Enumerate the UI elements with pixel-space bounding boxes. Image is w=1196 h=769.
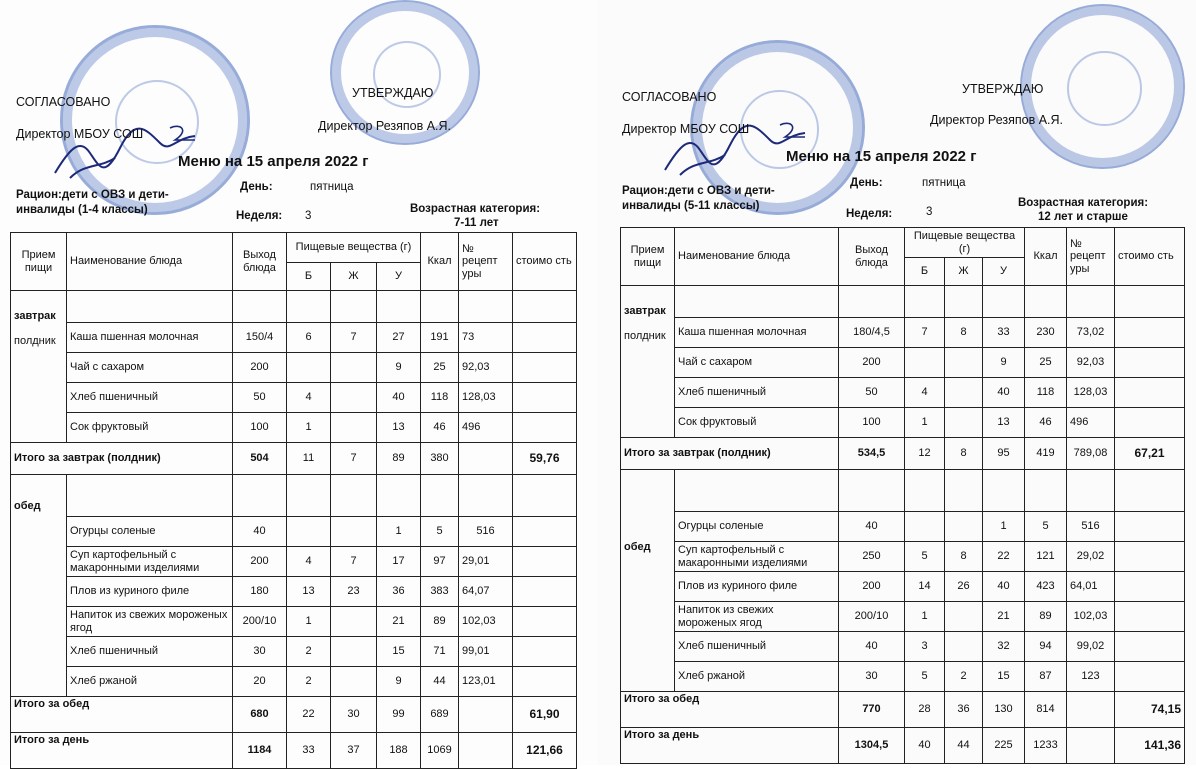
dish-yield: 40 bbox=[839, 512, 905, 542]
dish-name: Напиток из свежих мороженых ягод bbox=[675, 602, 839, 632]
dish-kcal: 383 bbox=[421, 577, 459, 607]
dish-recipe: 496 bbox=[459, 413, 513, 443]
dish-protein bbox=[905, 512, 945, 542]
total-protein: 28 bbox=[905, 692, 945, 728]
dish-fat: 8 bbox=[945, 542, 983, 572]
week-value: 3 bbox=[926, 206, 933, 218]
day-total-label: Итого за день bbox=[11, 733, 233, 769]
dish-name: Сок фруктовый bbox=[67, 413, 233, 443]
dish-name: Сок фруктовый bbox=[675, 408, 839, 438]
dish-protein: 3 bbox=[905, 632, 945, 662]
table-row bbox=[621, 602, 1185, 632]
dish-protein: 4 bbox=[287, 547, 331, 577]
total-fat: 8 bbox=[945, 438, 983, 470]
dish-kcal: 121 bbox=[1025, 542, 1067, 572]
dish-fat bbox=[331, 517, 377, 547]
total-recipe: 789,08 bbox=[1067, 438, 1115, 470]
day-label: День: bbox=[240, 181, 273, 193]
director-stamp-icon bbox=[1020, 4, 1185, 169]
dish-carbs: 15 bbox=[377, 637, 421, 667]
total-yield: 770 bbox=[839, 692, 905, 728]
dish-fat bbox=[331, 383, 377, 413]
dish-protein bbox=[287, 353, 331, 383]
menu-document-left bbox=[0, 0, 598, 765]
dish-yield: 200 bbox=[233, 353, 287, 383]
dish-kcal: 89 bbox=[421, 607, 459, 637]
dish-protein bbox=[905, 348, 945, 378]
dish-name: Огурцы соленые bbox=[67, 517, 233, 547]
col-meal-header: Прием пищи bbox=[621, 228, 675, 286]
dish-name: Хлеб ржаной bbox=[675, 662, 839, 692]
col-dish-header: Наименование блюда bbox=[675, 228, 839, 286]
dish-carbs: 21 bbox=[377, 607, 421, 637]
dish-yield: 40 bbox=[233, 517, 287, 547]
meal-lunch-label: обед bbox=[14, 500, 41, 512]
dish-fat: 8 bbox=[945, 318, 983, 348]
dish-carbs: 1 bbox=[377, 517, 421, 547]
dish-fat bbox=[331, 637, 377, 667]
dish-name: Плов из куриного филе bbox=[675, 572, 839, 602]
meal-lunch-cell bbox=[621, 470, 675, 692]
dish-fat bbox=[945, 512, 983, 542]
dish-kcal: 87 bbox=[1025, 662, 1067, 692]
dish-protein: 1 bbox=[905, 602, 945, 632]
dish-carbs: 22 bbox=[983, 542, 1025, 572]
table-row bbox=[621, 378, 1185, 408]
total-carbs: 99 bbox=[377, 697, 421, 733]
day-total-row bbox=[621, 728, 1185, 764]
col-zh-header: Ж bbox=[331, 263, 377, 291]
dish-carbs: 27 bbox=[377, 323, 421, 353]
dish-recipe: 123,01 bbox=[459, 667, 513, 697]
menu-title: Меню на 15 апреля 2022 г bbox=[178, 153, 369, 170]
table-row bbox=[11, 517, 577, 547]
col-recipe-header: № рецепт уры bbox=[459, 233, 513, 291]
total-yield: 534,5 bbox=[839, 438, 905, 470]
total-protein: 40 bbox=[905, 728, 945, 764]
dish-recipe: 29,01 bbox=[459, 547, 513, 577]
total-carbs: 188 bbox=[377, 733, 421, 769]
dish-kcal: 46 bbox=[1025, 408, 1067, 438]
dish-protein: 1 bbox=[287, 607, 331, 637]
dish-fat: 23 bbox=[331, 577, 377, 607]
dish-kcal: 118 bbox=[1025, 378, 1067, 408]
dish-protein: 2 bbox=[287, 637, 331, 667]
dish-recipe: 128,03 bbox=[1067, 378, 1115, 408]
dish-recipe: 123 bbox=[1067, 662, 1115, 692]
col-b-header: Б bbox=[287, 263, 331, 291]
dish-protein: 6 bbox=[287, 323, 331, 353]
dish-fat bbox=[331, 353, 377, 383]
total-protein: 22 bbox=[287, 697, 331, 733]
meal-snack-label: полдник bbox=[14, 334, 56, 347]
dish-fat bbox=[331, 667, 377, 697]
total-carbs: 95 bbox=[983, 438, 1025, 470]
dish-recipe: 64,07 bbox=[459, 577, 513, 607]
table-row bbox=[621, 542, 1185, 572]
total-yield: 680 bbox=[233, 697, 287, 733]
day-label: День: bbox=[850, 177, 883, 189]
table-row bbox=[11, 667, 577, 697]
dish-kcal: 44 bbox=[421, 667, 459, 697]
table-row bbox=[621, 572, 1185, 602]
total-cost: 74,15 bbox=[1115, 692, 1185, 728]
dish-carbs: 40 bbox=[983, 378, 1025, 408]
dish-yield: 200 bbox=[233, 547, 287, 577]
total-cost: 67,21 bbox=[1115, 438, 1185, 470]
total-kcal: 380 bbox=[421, 443, 459, 475]
col-nutrients-header: Пищевые вещества (г) bbox=[287, 233, 421, 263]
table-row bbox=[621, 348, 1185, 378]
dish-name: Чай с сахаром bbox=[675, 348, 839, 378]
approve-label: УТВЕРЖДАЮ bbox=[962, 82, 1044, 96]
dish-recipe: 92,03 bbox=[1067, 348, 1115, 378]
day-value: пятница bbox=[310, 181, 354, 193]
age-category-value: 12 лет и старше bbox=[1038, 211, 1128, 223]
dish-recipe: 29,02 bbox=[1067, 542, 1115, 572]
ration-line-2: инвалиды (5-11 классы) bbox=[622, 200, 760, 212]
lunch-total-row bbox=[621, 692, 1185, 728]
total-kcal: 689 bbox=[421, 697, 459, 733]
dish-protein: 4 bbox=[905, 378, 945, 408]
dish-protein: 1 bbox=[287, 413, 331, 443]
dish-kcal: 118 bbox=[421, 383, 459, 413]
lunch-total-label: Итого за обед bbox=[11, 697, 233, 733]
dish-kcal: 25 bbox=[1025, 348, 1067, 378]
dish-yield: 250 bbox=[839, 542, 905, 572]
dish-name: Напиток из свежих мороженых ягод bbox=[67, 607, 233, 637]
dish-protein: 5 bbox=[905, 542, 945, 572]
total-cost: 121,66 bbox=[513, 733, 577, 769]
total-kcal: 814 bbox=[1025, 692, 1067, 728]
table-row bbox=[621, 512, 1185, 542]
meal-snack-label: полдник bbox=[624, 329, 666, 342]
dish-fat: 26 bbox=[945, 572, 983, 602]
menu-table bbox=[620, 227, 1185, 764]
total-protein: 12 bbox=[905, 438, 945, 470]
total-carbs: 89 bbox=[377, 443, 421, 475]
dish-carbs: 1 bbox=[983, 512, 1025, 542]
dish-carbs: 36 bbox=[377, 577, 421, 607]
dish-yield: 200 bbox=[839, 572, 905, 602]
approve-label: УТВЕРЖДАЮ bbox=[352, 86, 434, 100]
dish-fat bbox=[945, 348, 983, 378]
total-yield: 1304,5 bbox=[839, 728, 905, 764]
dish-carbs: 9 bbox=[983, 348, 1025, 378]
table-row bbox=[11, 547, 577, 577]
age-category-label: Возрастная категория: bbox=[1018, 197, 1149, 209]
meal-breakfast-label: завтрак bbox=[624, 305, 666, 317]
director-school-label: Директор МБОУ СОШ bbox=[622, 122, 750, 136]
dish-fat: 2 bbox=[945, 662, 983, 692]
table-row bbox=[621, 318, 1185, 348]
col-nutrients-header: Пищевые вещества (г) bbox=[905, 228, 1025, 258]
total-yield: 504 bbox=[233, 443, 287, 475]
total-fat: 36 bbox=[945, 692, 983, 728]
col-recipe-header: № рецепт уры bbox=[1067, 228, 1115, 286]
dish-fat bbox=[331, 607, 377, 637]
total-cost: 61,90 bbox=[513, 697, 577, 733]
dish-kcal: 71 bbox=[421, 637, 459, 667]
age-category-value: 7-11 лет bbox=[454, 217, 499, 229]
lunch-total-label: Итого за обед bbox=[621, 692, 839, 728]
dish-recipe: 73 bbox=[459, 323, 513, 353]
week-label: Неделя: bbox=[846, 208, 893, 220]
dish-yield: 180/4,5 bbox=[839, 318, 905, 348]
col-cost-header: стоимо сть bbox=[513, 233, 577, 291]
col-kcal-header: Ккал bbox=[1025, 228, 1067, 286]
col-yield-header: Выход блюда bbox=[233, 233, 287, 291]
dish-carbs: 40 bbox=[983, 572, 1025, 602]
col-yield-header: Выход блюда bbox=[839, 228, 905, 286]
dish-yield: 20 bbox=[233, 667, 287, 697]
dish-yield: 150/4 bbox=[233, 323, 287, 353]
menu-title: Меню на 15 апреля 2022 г bbox=[786, 148, 977, 165]
dish-name: Плов из куриного филе bbox=[67, 577, 233, 607]
dish-yield: 50 bbox=[839, 378, 905, 408]
dish-protein: 4 bbox=[287, 383, 331, 413]
dish-yield: 30 bbox=[839, 662, 905, 692]
dish-carbs: 13 bbox=[377, 413, 421, 443]
dish-yield: 100 bbox=[839, 408, 905, 438]
dish-name: Суп картофельный с макаронными изделиями bbox=[67, 547, 233, 577]
dish-recipe: 516 bbox=[459, 517, 513, 547]
age-category-label: Возрастная категория: bbox=[410, 203, 541, 215]
director-name-label: Директор Резяпов А.Я. bbox=[930, 113, 1064, 127]
director-name-label: Директор Резяпов А.Я. bbox=[318, 119, 452, 133]
breakfast-total-label: Итого за завтрак (полдник) bbox=[621, 438, 839, 470]
dish-protein: 13 bbox=[287, 577, 331, 607]
dish-carbs: 15 bbox=[983, 662, 1025, 692]
breakfast-total-row bbox=[11, 443, 577, 475]
meal-breakfast-label: завтрак bbox=[14, 310, 56, 322]
dish-name: Хлеб пшеничный bbox=[675, 632, 839, 662]
dish-kcal: 423 bbox=[1025, 572, 1067, 602]
dish-protein: 1 bbox=[905, 408, 945, 438]
total-yield: 1184 bbox=[233, 733, 287, 769]
dish-carbs: 33 bbox=[983, 318, 1025, 348]
dish-yield: 200/10 bbox=[839, 602, 905, 632]
dish-name: Суп картофельный с макаронными изделиями bbox=[675, 542, 839, 572]
dish-carbs: 9 bbox=[377, 667, 421, 697]
dish-carbs: 21 bbox=[983, 602, 1025, 632]
dish-kcal: 25 bbox=[421, 353, 459, 383]
dish-fat bbox=[945, 602, 983, 632]
meal-breakfast-cell bbox=[621, 286, 675, 438]
dish-carbs: 17 bbox=[377, 547, 421, 577]
dish-carbs: 9 bbox=[377, 353, 421, 383]
dish-yield: 100 bbox=[233, 413, 287, 443]
day-value: пятница bbox=[922, 177, 966, 189]
ration-line-1: Рацион:дети с ОВЗ и дети- bbox=[622, 185, 775, 197]
dish-kcal: 230 bbox=[1025, 318, 1067, 348]
dish-name: Каша пшенная молочная bbox=[67, 323, 233, 353]
dish-recipe: 516 bbox=[1067, 512, 1115, 542]
menu-document-right bbox=[598, 0, 1196, 765]
dish-kcal: 5 bbox=[1025, 512, 1067, 542]
dish-name: Хлеб пшеничный bbox=[675, 378, 839, 408]
table-row bbox=[11, 323, 577, 353]
dish-name: Чай с сахаром bbox=[67, 353, 233, 383]
dish-recipe: 73,02 bbox=[1067, 318, 1115, 348]
col-dish-header: Наименование блюда bbox=[67, 233, 233, 291]
dish-yield: 180 bbox=[233, 577, 287, 607]
col-cost-header: стоимо сть bbox=[1115, 228, 1185, 286]
table-row bbox=[621, 632, 1185, 662]
agreed-label: СОГЛАСОВАНО bbox=[16, 95, 111, 109]
dish-name: Хлеб ржаной bbox=[67, 667, 233, 697]
dish-name: Огурцы соленые bbox=[675, 512, 839, 542]
dish-protein bbox=[287, 517, 331, 547]
dish-yield: 40 bbox=[839, 632, 905, 662]
table-row bbox=[11, 577, 577, 607]
dish-fat bbox=[945, 632, 983, 662]
table-row bbox=[621, 662, 1185, 692]
dish-yield: 200/10 bbox=[233, 607, 287, 637]
ration-line-1: Рацион:дети с ОВЗ и дети- bbox=[16, 189, 169, 201]
dish-recipe: 102,03 bbox=[459, 607, 513, 637]
table-row bbox=[11, 383, 577, 413]
col-u-header: У bbox=[983, 258, 1025, 286]
dish-name: Хлеб пшеничный bbox=[67, 637, 233, 667]
agreed-label: СОГЛАСОВАНО bbox=[622, 90, 717, 104]
dish-protein: 14 bbox=[905, 572, 945, 602]
total-protein: 11 bbox=[287, 443, 331, 475]
dish-recipe: 102,03 bbox=[1067, 602, 1115, 632]
dish-fat: 7 bbox=[331, 547, 377, 577]
dish-fat: 7 bbox=[331, 323, 377, 353]
dish-protein: 7 bbox=[905, 318, 945, 348]
dish-carbs: 40 bbox=[377, 383, 421, 413]
table-row bbox=[11, 353, 577, 383]
day-total-label: Итого за день bbox=[621, 728, 839, 764]
col-u-header: У bbox=[377, 263, 421, 291]
dish-recipe: 128,03 bbox=[459, 383, 513, 413]
dish-name: Хлеб пшеничный bbox=[67, 383, 233, 413]
total-kcal: 419 bbox=[1025, 438, 1067, 470]
dish-recipe: 92,03 bbox=[459, 353, 513, 383]
meal-breakfast-cell bbox=[11, 291, 67, 443]
dish-recipe: 64,01 bbox=[1067, 572, 1115, 602]
dish-protein: 5 bbox=[905, 662, 945, 692]
col-b-header: Б bbox=[905, 258, 945, 286]
dish-fat bbox=[331, 413, 377, 443]
week-label: Неделя: bbox=[236, 210, 283, 222]
dish-yield: 50 bbox=[233, 383, 287, 413]
meal-lunch-label: обед bbox=[624, 541, 651, 553]
dish-fat bbox=[945, 408, 983, 438]
dish-yield: 30 bbox=[233, 637, 287, 667]
total-kcal: 1069 bbox=[421, 733, 459, 769]
dish-recipe: 99,01 bbox=[459, 637, 513, 667]
director-school-label: Директор МБОУ СОШ bbox=[16, 127, 144, 141]
menu-table bbox=[10, 232, 577, 769]
table-row bbox=[11, 637, 577, 667]
ration-line-2: инвалиды (1-4 классы) bbox=[16, 204, 148, 216]
total-protein: 33 bbox=[287, 733, 331, 769]
dish-carbs: 32 bbox=[983, 632, 1025, 662]
dish-kcal: 94 bbox=[1025, 632, 1067, 662]
total-carbs: 225 bbox=[983, 728, 1025, 764]
breakfast-total-label: Итого за завтрак (полдник) bbox=[11, 443, 233, 475]
table-row bbox=[11, 607, 577, 637]
day-total-row bbox=[11, 733, 577, 769]
total-kcal: 1233 bbox=[1025, 728, 1067, 764]
dish-kcal: 89 bbox=[1025, 602, 1067, 632]
col-kcal-header: Ккал bbox=[421, 233, 459, 291]
dish-yield: 200 bbox=[839, 348, 905, 378]
lunch-total-row bbox=[11, 697, 577, 733]
col-zh-header: Ж bbox=[945, 258, 983, 286]
total-cost: 141,36 bbox=[1115, 728, 1185, 764]
total-fat: 44 bbox=[945, 728, 983, 764]
dish-recipe: 496 bbox=[1067, 408, 1115, 438]
total-fat: 7 bbox=[331, 443, 377, 475]
total-fat: 37 bbox=[331, 733, 377, 769]
week-value: 3 bbox=[305, 210, 312, 222]
dish-kcal: 5 bbox=[421, 517, 459, 547]
col-meal-header: Прием пищи bbox=[11, 233, 67, 291]
dish-carbs: 13 bbox=[983, 408, 1025, 438]
table-row bbox=[11, 413, 577, 443]
dish-kcal: 46 bbox=[421, 413, 459, 443]
total-cost: 59,76 bbox=[513, 443, 577, 475]
dish-fat bbox=[945, 378, 983, 408]
total-carbs: 130 bbox=[983, 692, 1025, 728]
dish-kcal: 191 bbox=[421, 323, 459, 353]
total-fat: 30 bbox=[331, 697, 377, 733]
meal-lunch-cell bbox=[11, 475, 67, 697]
dish-recipe: 99,02 bbox=[1067, 632, 1115, 662]
dish-name: Каша пшенная молочная bbox=[675, 318, 839, 348]
dish-protein: 2 bbox=[287, 667, 331, 697]
dish-kcal: 97 bbox=[421, 547, 459, 577]
breakfast-total-row bbox=[621, 438, 1185, 470]
table-row bbox=[621, 408, 1185, 438]
